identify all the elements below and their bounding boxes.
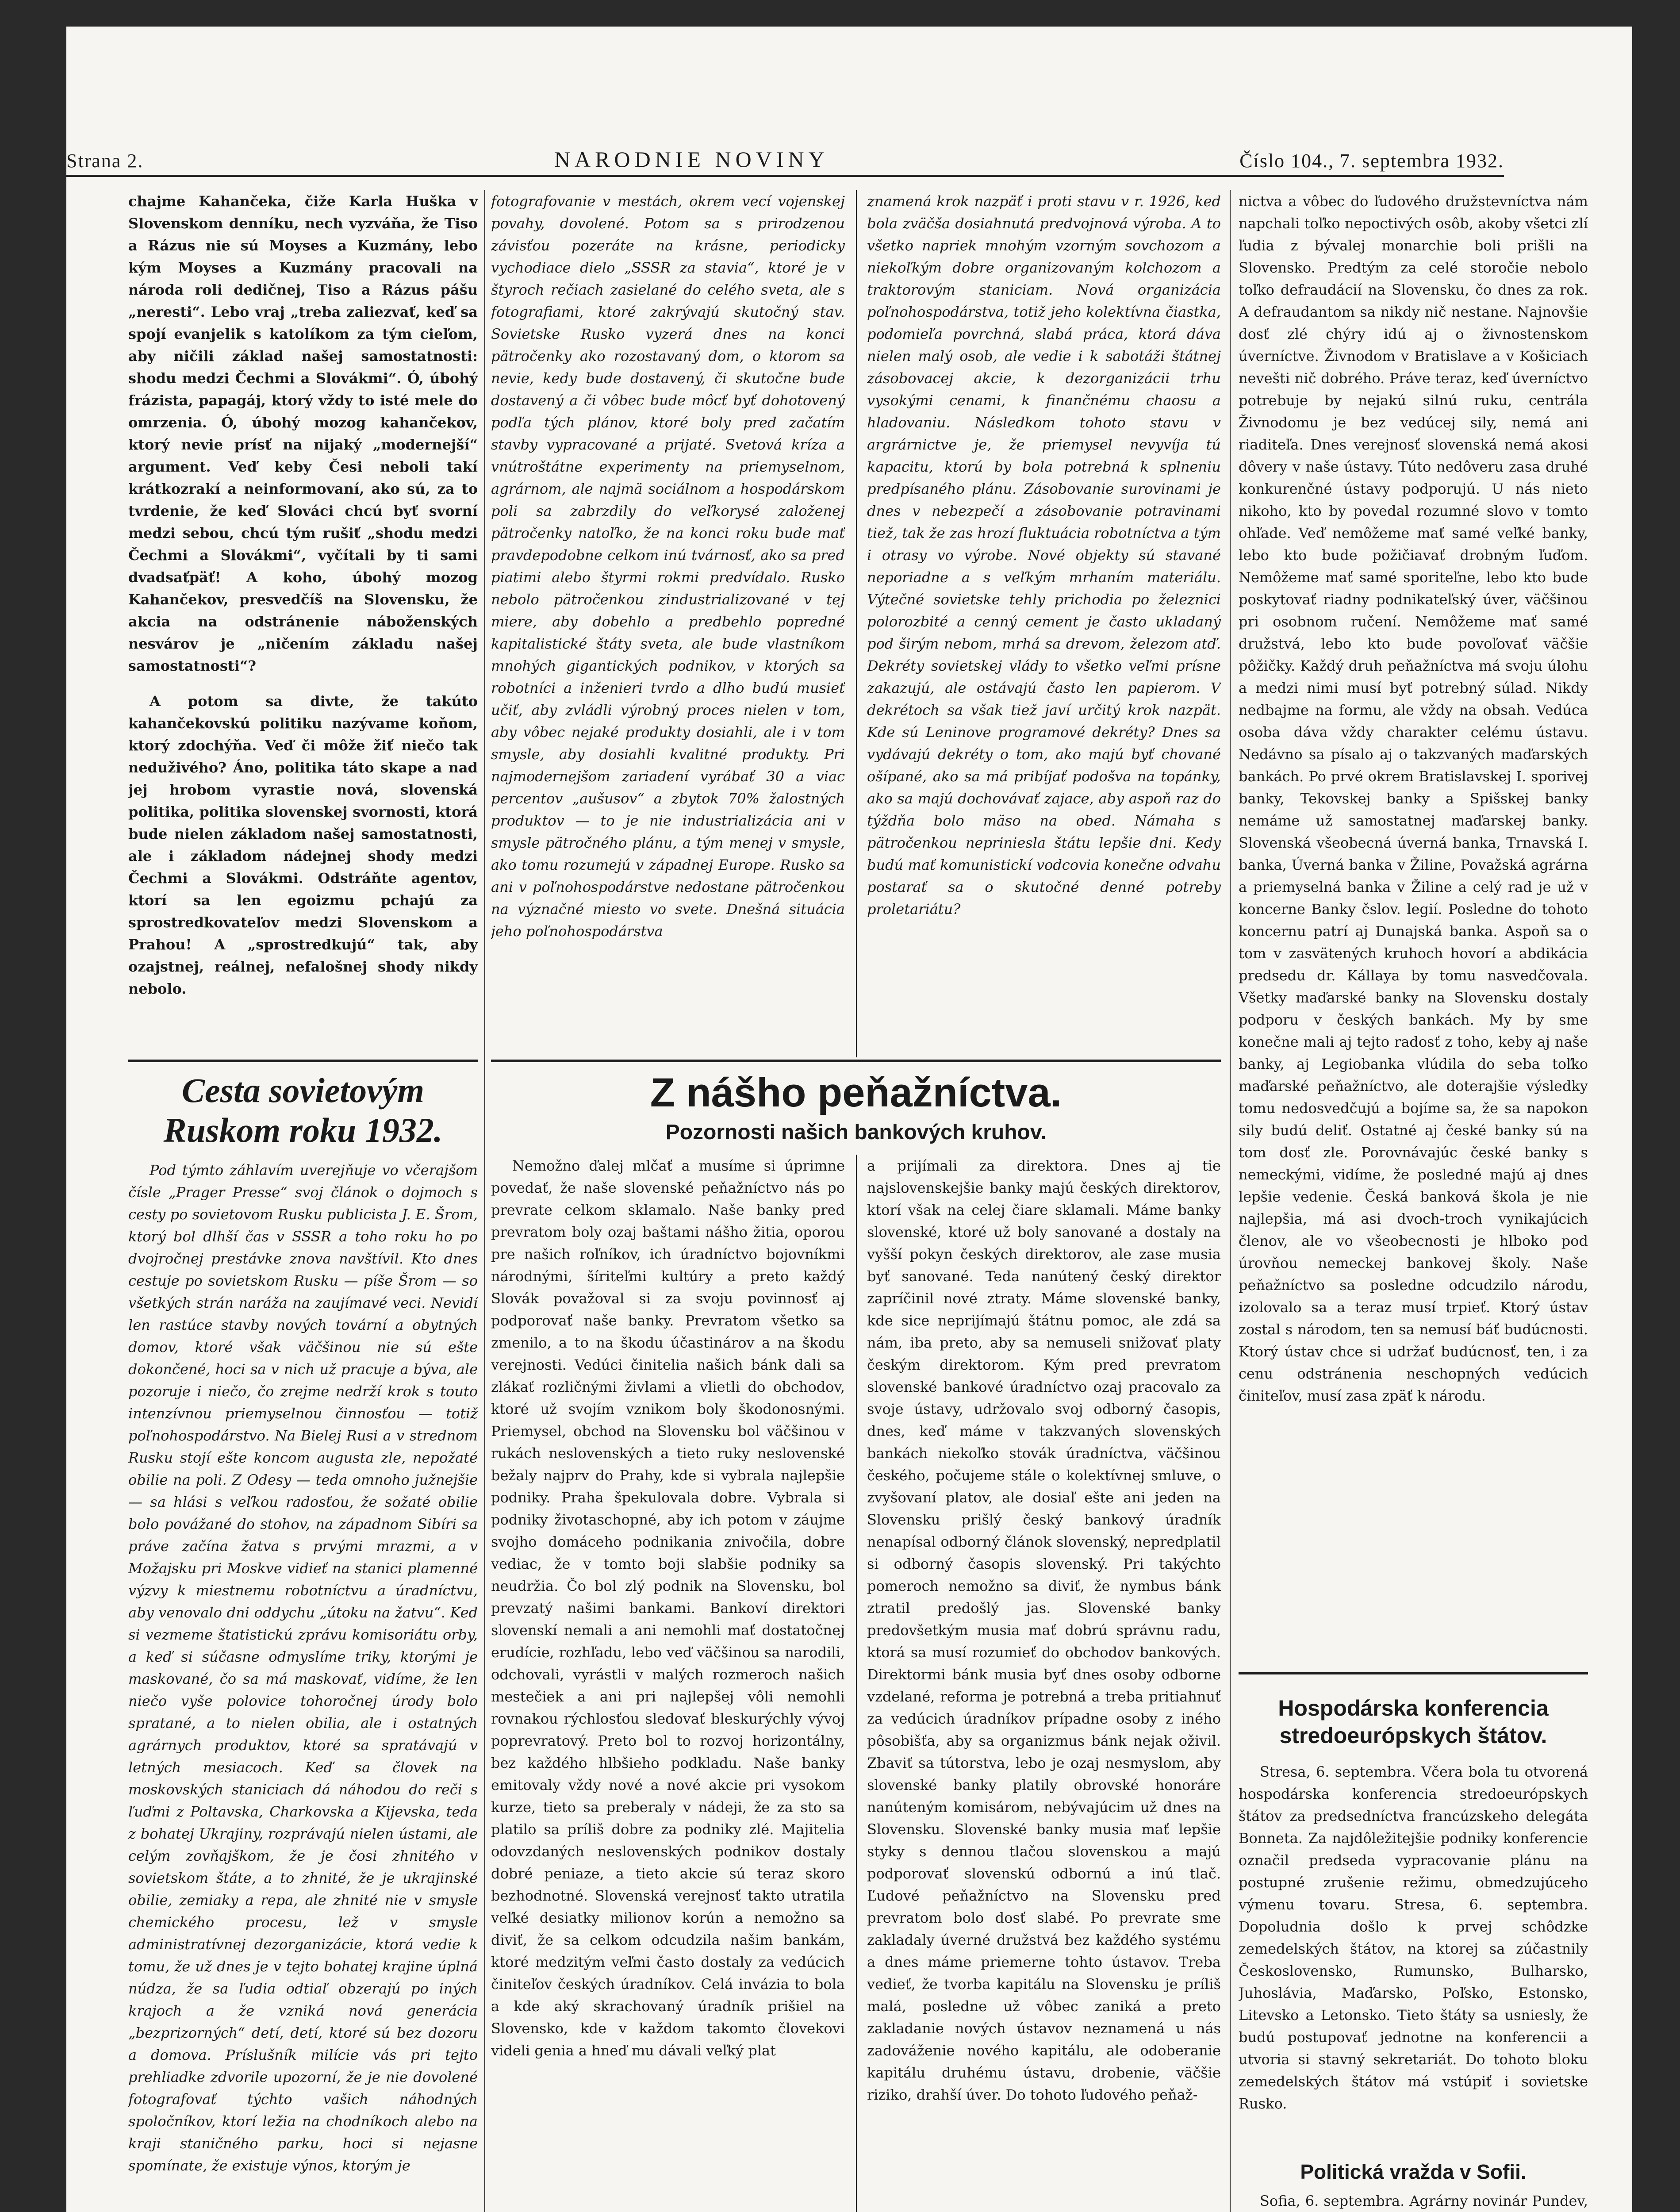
soviet-conclusion: znamená krok nazpäť i proti stavu v r. 1926, keď bola zväčša dosiahnutá predvojnová výroba. A to všetko napriek mnohým vzorným sovchozom a niekoľkým dobre organizovaným kolchozom a traktorovým staniciam. Nová organizácia poľnohospodárstva, totiž jeho kolektívna čiastka, podomieľa povrchná, slabá práca, ktorá dáva nielen malý osob, ale vedie i k sabotáži štátnej zásobovacej akcie, k dezorganizácii trhu vysokými cenami, k finančnému chaosu a hladovaniu. Následkom tohoto stavu v argrárnictve je, že priemysel nevyvíja tú kapacitu, ktorú by bola potrebná k splneniu predpísaného plánu. Zásobovanie surovinami je dnes v nebezpečí a zásobovanie potravinami tiež, tak že zas hrozí fluktuácia robotníctva a tým i otrasy vo výrobe. Nové objekty sú stavané neporiadne a s veľkým mrhaním materiálu. Výtečné sovietske tehly prichodia po železnici polorozbité a cenný cement je často ukladaný pod širým nebom, mrhá sa drevom, železom atď. Dekréty sovietskej vlády to všetko veľmi prísne zakazujú, ale ostávajú často len papierom. V dekrétoch sa však tiež javí určitý krok nazpät. Kde sú Leninove programové dekréty? Dnes sa vydávajú dekréty o tom, ako majú byť chované ošípané, ako sa má pribíjať podošva na topánky, ako sa majú dochovávať zajace, aby aspoň raz do týždňa bolo mäso na obed. Námaha s pätročenkou nepriniesla štátu lepšie dni. Kedy budú mať komunistickí vodcovia konečne odvahu postarať sa o skutočné denné potreby proletariátu?: [867, 193, 1221, 918]
soviet-title-line-1: Cesta sovietovým: [181, 1071, 425, 1110]
soviet-article-body: [128, 1159, 478, 2212]
murder-title: [1239, 2159, 1588, 2185]
column-divider-banking: [856, 1155, 857, 2212]
section-rule-left: [128, 1060, 478, 1062]
banking-article-subtitle: [491, 1119, 1221, 1146]
column-divider-1: [484, 190, 485, 2212]
soviet-article-text: Pod týmto záhlavím uverejňuje vo včerajšom čísle „Prager Presse“ svoj článok o dojmoch s cesty po sovietovom Rusku publicista J. E. Šrom, ktorý bol dlhší čas v SSSR a toho roku ho po dvojročnej prestávke znova navštívil. Kto dnes cestuje po sovietskom Rusku — píše Šrom — so všetkých strán naráža na zaujímavé veci. Nevidí len rastúce stavby nových tovární a obytných domov, ktoré však väčšinou nie sú ešte dokončené, hoci sa v nich už pracuje a býva, ale pozoruje i niečo, čo zrejme nedrží krok s touto intenzívnou priemyselnou činnosťou — totiž poľnohospodárstvo. Na Bielej Rusi a v strednom Rusku stojí ešte koncom augusta zle, nepožaté obilie na poli. Z Odesy — teda omnoho južnejšie — sa hlási s veľkou radosťou, že sožaté obilie bolo povážané do stohov, na západnom Sibíri sa práve začína žatva s prvými mrazmi, a v Možajsku pri Moskve vidieť na stanici plamenné výzvy k miestnemu robotníctvu a úradníctvu, aby venovalo dni oddychu „útoku na žatvu“. Keď si vezmeme štatistickú zprávu komisoriátu orby, a keď si súčasne odmyslíme triky, ktorými je maskované, čo sa má maskovať, vidíme, že len niečo vyše polovice tohoročnej úrody bolo spratané, a to nielen obilia, ale i ostatných agrárnych produktov, ktoré sa spratávajú v letných mesiacoch. Keď sa človek na moskovských staniciach dá náhodou do reči s ľuďmi z Poltavska, Charkovska a Kijevska, teda z bohatej Ukrajiny, rozprávajú nielen ústami, ale celým zovňajškom, že je čosi zhnitého v sovietskom štáte, a to zhnité, že je ukrajinské obilie, zemiaky a repa, ale zhnité nie v smysle chemického procesu, lež v smysle administratívnej dezorganizácie, ktorá vedie k tomu, že už dnes je v tejto bohatej krajine úplná núdza, že sa ľudia odtiaľ obzerajú po iných krajoch a že vzniká nová generácia „bezprizorných“ detí, detí, ktoré sú bez dozoru a domova. Príslušník milície vás pri tejto prehliadke zdvorile upozorní, že je nie dovolené fotografovať týchto vašich náhodných spoločníkov, ktorí ležia na chodníkoch alebo na kraji staničného parku, hoci si nejasne spomínate, že existuje výnos, ktorým je: [128, 1162, 478, 2174]
banking-column-a: [491, 1155, 845, 2212]
soviet-article-title: [128, 1071, 478, 1150]
conference-title-line-1: Hospodárska konferencia: [1278, 1696, 1549, 1720]
kahancek-paragraph-1: chajme Kahančeka, čiže Karla Huška v Slovenskom denníku, nech vyzváňa, že Tiso a Rázus nie sú Moyses a Kuzmány, lebo kým Moyses a Kuzmány pracovali na národa roli dedičnej, Tiso a Rázus pášu „neresti“. Lebo vraj „treba zaliezvať, keď sa spojí evanjelik s katolíkom za tým cieľom, aby ničili základ našej samostatnosti: shodu medzi Čechmi a Slovákmi“. Ó, úbohý frázista, papagáj, ktorý vždy to isté mele do omrzenia. Ó, úbohý mozog kahančekov, ktorý nevie prísť na nijaký „modernejší“ argument. Veď keby Česi neboli takí krátkozrakí a neinformovaní, ako sú, za to tvrdenie, že keď Slováci chcú byť svorní medzi sebou, chcú tým rušiť „shodu medzi Čechmi a Slovákmi“, vyčítali by ti sami dvadsaťpäť! A koho, úbohý mozog Kahančekov, presvedčíš na Slovensku, že akcia na odstránenie náboženských nesvárov je „ničením základu našej samostatnosti“?: [128, 193, 478, 674]
conference-body: [1239, 1761, 1588, 2168]
page-number: Strana 2.: [66, 150, 144, 172]
column-2-top: [491, 190, 845, 1057]
newspaper-title: NARODNIE NOVINY: [554, 147, 829, 172]
kahancek-paragraph-2: A potom sa divte, že takúto kahančekovskú politiku nazývame koňom, ktorý zdochýňa. Veď či môže žiť niečo tak neduživého? Áno, politika táto skape a nad jej hrobom vyrastie nová, slovenská politika, politika slovenskej svornosti, ktorá bude nielen základom našej samostatnosti, ale i základom nádejnej shody medzi Čechmi a Slovákmi. Odstráňte agentov, ktorí sa len egoizmu pchajú za sprostredkovateľov medzi Slovenskom a Prahou! A „sprostredkujú“ tak, aby ozajstnej, reálnej, nefalošnej shody nikdy nebolo.: [128, 693, 478, 997]
section-rule-right: [1239, 1672, 1588, 1674]
column-divider-3: [1230, 190, 1231, 2212]
banking-text-a: Nemožno ďalej mlčať a musíme si úprimne povedať, že naše slovenské peňažníctvo nás po prevrate celkom sklamalo. Naše banky pred prevratom boly ozaj baštami nášho žitia, oporou pre našich roľníkov, ich úradníctvo bojovníkmi národnými, šíriteľmi kultúry a preto každý Slovák považoval si za svoju povinnosť aj podporovať naše banky. Prevratom všetko sa zmenilo, a to na škodu účastinárov a na škodu verejnosti. Vedúci činitelia našich bánk dali sa zlákať rozličnými živlami a vlietli do obchodov, ktoré už svojím vznikom boly škodonosnými. Priemysel, obchod na Slovensku bol väčšinou v rukách neslovenských a tieto ruky neslovenské bežaly najprv do Prahy, kde si vybrala najlepšie podniky. Praha špekulovala dobre. Vybrala si podniky životaschopné, aby ich potom v záujme svojho domáceho podnikania znivočila, dobre vediac, že v tomto boji slabšie podniky sa neudržia. Čo bol zlý podnik na Slovensku, bol prevzatý našimi bankami. Bankoví direktori slovenskí nemali a ani nemohli mať dostatočnej erudície, rozhľadu, lebo veď väčšinou sa narodili, odchovali, vyrástli v malých rozmeroch našich mestečiek a ani pri najlepšej vôli nemohli rovnakou rýchlosťou sledovať bleskurýchly vývoj poprevratový. Preto bol to rozvoj horizontálny, bez každého hlbšieho podkladu. Naše banky emitovaly vždy nové a nové akcie pri vysokom kurze, tieto sa preberaly v nádeji, že za sto sa platilo sa príliš dobre za podniky zlé. Majitelia odovzdaných neslovenských podnikov dostaly dobré peniaze, a tieto akcie sú teraz skoro bezhodnotné. Slovenská verejnosť takto utratila veľké desiatky milionov korún a nemožno sa diviť, že sa celkom odcudzila našim bankám, ktoré medzitým veľmi často dostaly za vedúcich činiteľov českých úradníkov. Celá invázia to bola a kde aký skrachovaný úradník prišiel na Slovensko, kde v každom takomto človekovi videli genia a hneď mu dávali veľký plat: [491, 1157, 845, 2059]
banking-subtitle-text: Pozornosti našich bankových kruhov.: [665, 1121, 1047, 1144]
issue-info: Číslo 104., 7. septembra 1932.: [1239, 150, 1504, 172]
banking-column-b: [867, 1155, 1221, 2212]
column-divider-2: [856, 190, 857, 1057]
section-rule-middle: [491, 1060, 1221, 1062]
soviet-continuation: fotografovanie v mestách, okrem vecí vojenskej povahy, dovolené. Potom sa s prirodzenou závisťou pozeráte na krásne, periodicky vychodiace dielo „SSSR za stavia“, ktoré je v štyroch rečiach zasielané do celého sveta, ale s fotografiami, ktoré zakrývajú skutočný stav. Sovietske Rusko vyzerá dnes na konci pätročenky ako rozostavaný dom, o ktorom sa nevie, kedy bude dostavený, či skutočne bude dostavený a či vôbec bude môcť byť dohotovený podľa tých plánov, ktoré boly pred začatím stavby vypracované a prijaté. Svetová kríza a vnútroštátne experimenty na priemyselnom, agrárnom, ale najmä sociálnom a hospodárskom poli sa zabrzdily do veľkorysé založenej pätročenky natoľko, že na konci roku bude mať pravdepodobne celkom inú tvárnosť, ako sa pred piatimi alebo štyrmi rokmi predvídalo. Rusko nebolo pätročenkou zindustrializované v tej miere, aby dobehlo a predbehlo popredné kapitalistické štáty sveta, ale bude vlastníkom mnohých gigantických podnikov, v ktorých sa robotníci a inženieri tvrdo a dlho budú musieť učiť, aby zvládli výrobný proces nielen v tom, aby vôbec nejaké produkty dosiahli, ale i v tom smysle, aby dosiahli kvalitné produkty. Pri najmodernejšom zariadení vyrábať 30 a viac percentov „aušusov“ a zbytok 70% žalostných produktov — to je nie industrializácia ani v smysle pätročného plánu, a tým menej v smysle, ako tomu rozumejú v západnej Europe. Rusko sa ani v poľnohospodárstve nedostane pätročenkou na význačné miesto vo svete. Dnešná situácia jeho poľnohospodárstva: [491, 193, 845, 940]
conference-text: Stresa, 6. septembra. Včera bola tu otvorená hospodárska konferencia stredoeurópskych štátov za predsedníctva francúzskeho delegáta Bonneta. Za najdôležitejšie podniky konferencie označil predseda vypracovanie plánu na postupné zrušenie režimu, obmedzujúceho výmenu tovaru. Stresa, 6. septembra. Dopoludnia došlo k prvej schôdzke zemedelských štátov, na ktorej sa zúčastnily Československo, Rumunsko, Bulharsko, Juhoslávia, Maďarsko, Poľsko, Estonsko, Litevsko a Letonsko. Tieto štáty sa usniesly, že budú postupovať jednotne na konferencii a utvoria si stavný sekretariát. Do tohoto bloku zemedelských štátov má vstúpiť i sovietske Rusko.: [1239, 1763, 1588, 2112]
murder-text: Sofia, 6. septembra. Agrárny novinár Pundev,: [1260, 2193, 1588, 2209]
conference-title-line-2: stredoeurópskych štátov.: [1279, 1723, 1547, 1748]
murder-title-text: Politická vražda v Sofii.: [1300, 2160, 1527, 2183]
banking-continuation: nictva a vôbec do ľudového družstevníctva nám napchali toľko nepoctivých osôb, akoby všetci zlí ľudia z bývalej monarchie boli prišli na Slovensko. Predtým za celé storočie nebolo toľko defraudácií na Slovensku, čo dnes za rok. A defraudantom sa nikdy nič nestane. Najnovšie dosť zlé chýry idú aj o živnostenskom úverníctve. Živnodom v Bratislave a v Košiciach nevešti nič dobrého. Práve teraz, keď úverníctvo potrebuje by nejakú silnú ruku, centrála Živnodomu je bez vedúcej sily, nemá ani riaditeľa. Dnes verejnosť slovenská nemá akosi dôvery v naše ústavy. Túto nedôveru zasa druhé konkurenčné ústavy podporujú. U nás nieto nikoho, kto by povedal rozumné slovo v tomto ohľade. Veď nemôžeme mať samé veľké banky, lebo kto bude požičiavať drobným ľuďom. Nemôžeme mať samé sporiteľne, lebo kto bude poskytovať riadny podnikateľský úver, väčšinou pri osobnom ručení. Nemôžeme mať samé družstvá, lebo kto bude povoľovať väčšie pôžičky. Každý druh peňažníctva má svoju úlohu a medzi nimi musí byť potrebný súlad. Nikdy nedbajme na formu, ale vždy na obsah. Vedúca osoba dáva vždy charakter celému ústavu. Nedávno sa písalo aj o takzvaných maďarských bankách. Po prvé okrem Bratislavskej I. sporivej banky, Tekovskej banky a Spišskej banky nemáme už samostatnej maďarskej banky. Slovenská všeobecná úverná banka, Trnavská I. banka, Úverná banka v Žiline, Považská agrárna a priemyselná banka v Žiline a celý rad je už v koncerne Banky čslov. legií. Posledne do tohoto koncernu patrí aj Dunajská banka. Aspoň sa o tom v zasvätených kruhoch hovorí a abdikácia predsedu dr. Kállaya by tomu nasvedčovala. Všetky maďarské banky na Slovensku dostaly podporu v českých bankách. My by sme konečne mali aj tejto radosť z toho, keby aj naše banky, aj Legiobanka vlúdila do seba toľko maďarské peňažníctvo, ale doterajšie výsledky tomu nedosvedčujú a bojíme sa, že sa napokon sily budú deliť. Ostatné aj české banky sú na tom dosť zle. Porovnávajúc české banky s nemeckými, vidíme, že posledné majú aj dnes lepšie vedenie. Česká banková škola je nie najlepšia, má asi dvoch-troch vynikajúcich členov, ale vo všeobecnosti je hlboko pod úrovňou nemeckej bankovej školy. Naše peňažníctvo sa posledne odcudzilo národu, izolovalo sa a teraz musí trpieť. Ktorý ústav zostal s národom, ten sa nemusí báť budúcnosti. Ktorý ústav chce si udržať budúcnosť, ten, i za cenu odstránenia neschopných vedúcich činiteľov, musí zasa zpäť k národu.: [1239, 193, 1588, 1404]
banking-text-b: a prijímali za direktora. Dnes aj tie najslovenskejšie banky majú českých direktorov, ktorí však na celej čiare sklamali. Máme banky slovenské, ktoré už boly sanované a dostaly na vyšší pokyn českých direktorov, ale zase musia byť sanované. Teda nanútený český direktor zapríčinil nové ztraty. Máme slovenské banky, kde sice neprijímajú štátnu pomoc, ale zdá sa nám, iba preto, aby sa nemuseli snižovať platy českým direktorom. Kým pred prevratom slovenské bankové úradníctvo ozaj pracovalo za svoje ústavy, udržovalo svoj odborný časopis, dnes, keď máme v takzvaných slovenských bankách niekoľko stovák úradníctva, väčšinou českého, počujeme stále o kolektívnej smluve, o zvyšovaní platov, ale dosiaľ ešte ani jeden na Slovensku prišlý český bankový úradník nenapísal odborný článok slovenský, nepredplatil si odborný časopis slovenský. Pri takýchto pomeroch nemožno sa diviť, že nymbus bánk ztratil predošlý jas. Slovenské banky predovšetkým musia mať dobrú správnu radu, ktorá sa musí rozumieť do obchodov bankových. Direktormi bánk musia byť dnes osoby odborne vzdelané, reforma je potrebná a treba pritiahnuť za vedúcich úradníkov prípadne osoby z iného pôsobišťa, aby sa organizmus bánk nejak oživil. Zbaviť sa tútorstva, lebo je ozaj nesmyslom, aby slovenské banky platily obrovské honoráre nanúteným komisárom, nebývajúcim už dnes na Slovensku. Slovenské banky musia mať lepšie styky s dennou tlačou slovenskou a majú podporovať slovenskú odbornú a inú tlač. Ľudové peňažníctvo na Slovensku pred prevratom bolo dosť slabé. Po prevrate sme zakladaly úverné družstvá bez každého systému a dnes máme priemerne tohto ústavov. Treba vedieť, že tvorba kapitálu na Slovensku je príliš malá, posledne už vôbec zaniká a preto zakladanie nových ústavov neznamená u nás zadováženie nového kapitálu, ale odoberanie kapitálu druhému ústavu, drobenie, väčšie riziko, drahší úver. Do tohoto ľudového peňaž-: [867, 1157, 1221, 2103]
column-3-top: [867, 190, 1221, 1057]
banking-article-title: [491, 1068, 1221, 1117]
column-4-top: [1239, 190, 1588, 1672]
soviet-title-line-2: Ruskom roku 1932.: [163, 1111, 443, 1149]
page-header: [66, 119, 1504, 177]
conference-title: [1239, 1694, 1588, 1749]
banking-title-text: Z nášho peňažníctva.: [650, 1070, 1062, 1115]
murder-body: [1239, 2190, 1588, 2212]
column-1-top: [128, 190, 478, 1057]
